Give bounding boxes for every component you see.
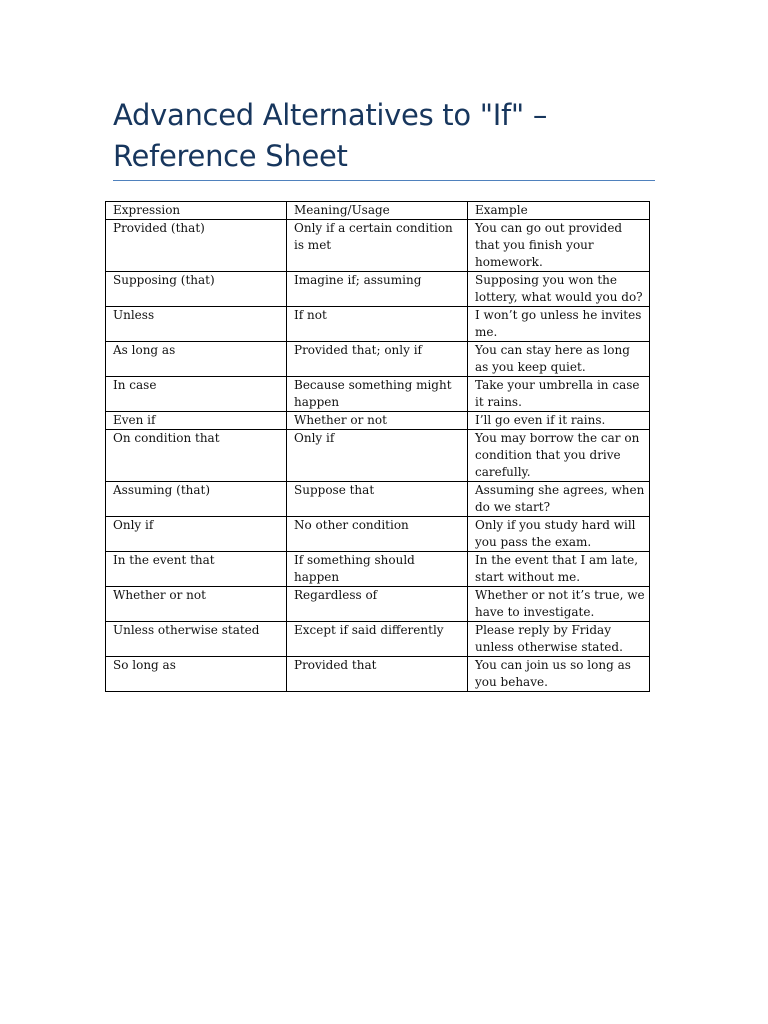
cell-example: I won’t go unless he invites me. [468, 307, 650, 342]
cell-example: You can go out provided that you finish your homework. [468, 220, 650, 272]
table-row [106, 622, 650, 657]
table-header-row [106, 202, 650, 220]
page-title: Advanced Alternatives to "If" – Reference Sheet [113, 98, 548, 173]
header-example: Example [468, 202, 650, 220]
table-row [106, 377, 650, 412]
cell-example: I’ll go even if it rains. [468, 412, 650, 430]
cell-example: Take your umbrella in case it rains. [468, 377, 650, 412]
cell-expression: Whether or not [106, 587, 287, 622]
cell-meaning: Because something might happen [287, 377, 468, 412]
table-row [106, 220, 650, 272]
cell-expression: Only if [106, 517, 287, 552]
table-row [106, 307, 650, 342]
table-row [106, 412, 650, 430]
cell-example: Whether or not it’s true, we have to investigate. [468, 587, 650, 622]
cell-expression: Assuming (that) [106, 482, 287, 517]
cell-meaning: Suppose that [287, 482, 468, 517]
cell-example: Assuming she agrees, when do we start? [468, 482, 650, 517]
header-expression: Expression [106, 202, 287, 220]
cell-expression: In case [106, 377, 287, 412]
table-row [106, 517, 650, 552]
cell-expression: Supposing (that) [106, 272, 287, 307]
table-row [106, 272, 650, 307]
header-meaning: Meaning/Usage [287, 202, 468, 220]
cell-example: Please reply by Friday unless otherwise stated. [468, 622, 650, 657]
cell-meaning: Regardless of [287, 587, 468, 622]
reference-table [105, 201, 650, 692]
cell-meaning: Only if [287, 430, 468, 482]
cell-meaning: Provided that; only if [287, 342, 468, 377]
cell-expression: In the event that [106, 552, 287, 587]
cell-example: In the event that I am late, start without me. [468, 552, 650, 587]
table-row [106, 430, 650, 482]
cell-meaning: If not [287, 307, 468, 342]
cell-example: You can stay here as long as you keep quiet. [468, 342, 650, 377]
cell-meaning: If something should happen [287, 552, 468, 587]
cell-meaning: No other condition [287, 517, 468, 552]
table-row [106, 482, 650, 517]
cell-meaning: Only if a certain condition is met [287, 220, 468, 272]
cell-example: You may borrow the car on condition that you drive carefully. [468, 430, 650, 482]
cell-example: Supposing you won the lottery, what would you do? [468, 272, 650, 307]
cell-expression: As long as [106, 342, 287, 377]
cell-expression: On condition that [106, 430, 287, 482]
cell-expression: Even if [106, 412, 287, 430]
table-row [106, 342, 650, 377]
cell-example: You can join us so long as you behave. [468, 657, 650, 692]
cell-expression: Unless otherwise stated [106, 622, 287, 657]
cell-meaning: Except if said differently [287, 622, 468, 657]
title-underline [113, 180, 655, 181]
table-row [106, 657, 650, 692]
cell-expression: Provided (that) [106, 220, 287, 272]
cell-example: Only if you study hard will you pass the exam. [468, 517, 650, 552]
cell-expression: Unless [106, 307, 287, 342]
cell-meaning: Imagine if; assuming [287, 272, 468, 307]
table-row [106, 587, 650, 622]
cell-expression: So long as [106, 657, 287, 692]
cell-meaning: Whether or not [287, 412, 468, 430]
cell-meaning: Provided that [287, 657, 468, 692]
table-row [106, 552, 650, 587]
